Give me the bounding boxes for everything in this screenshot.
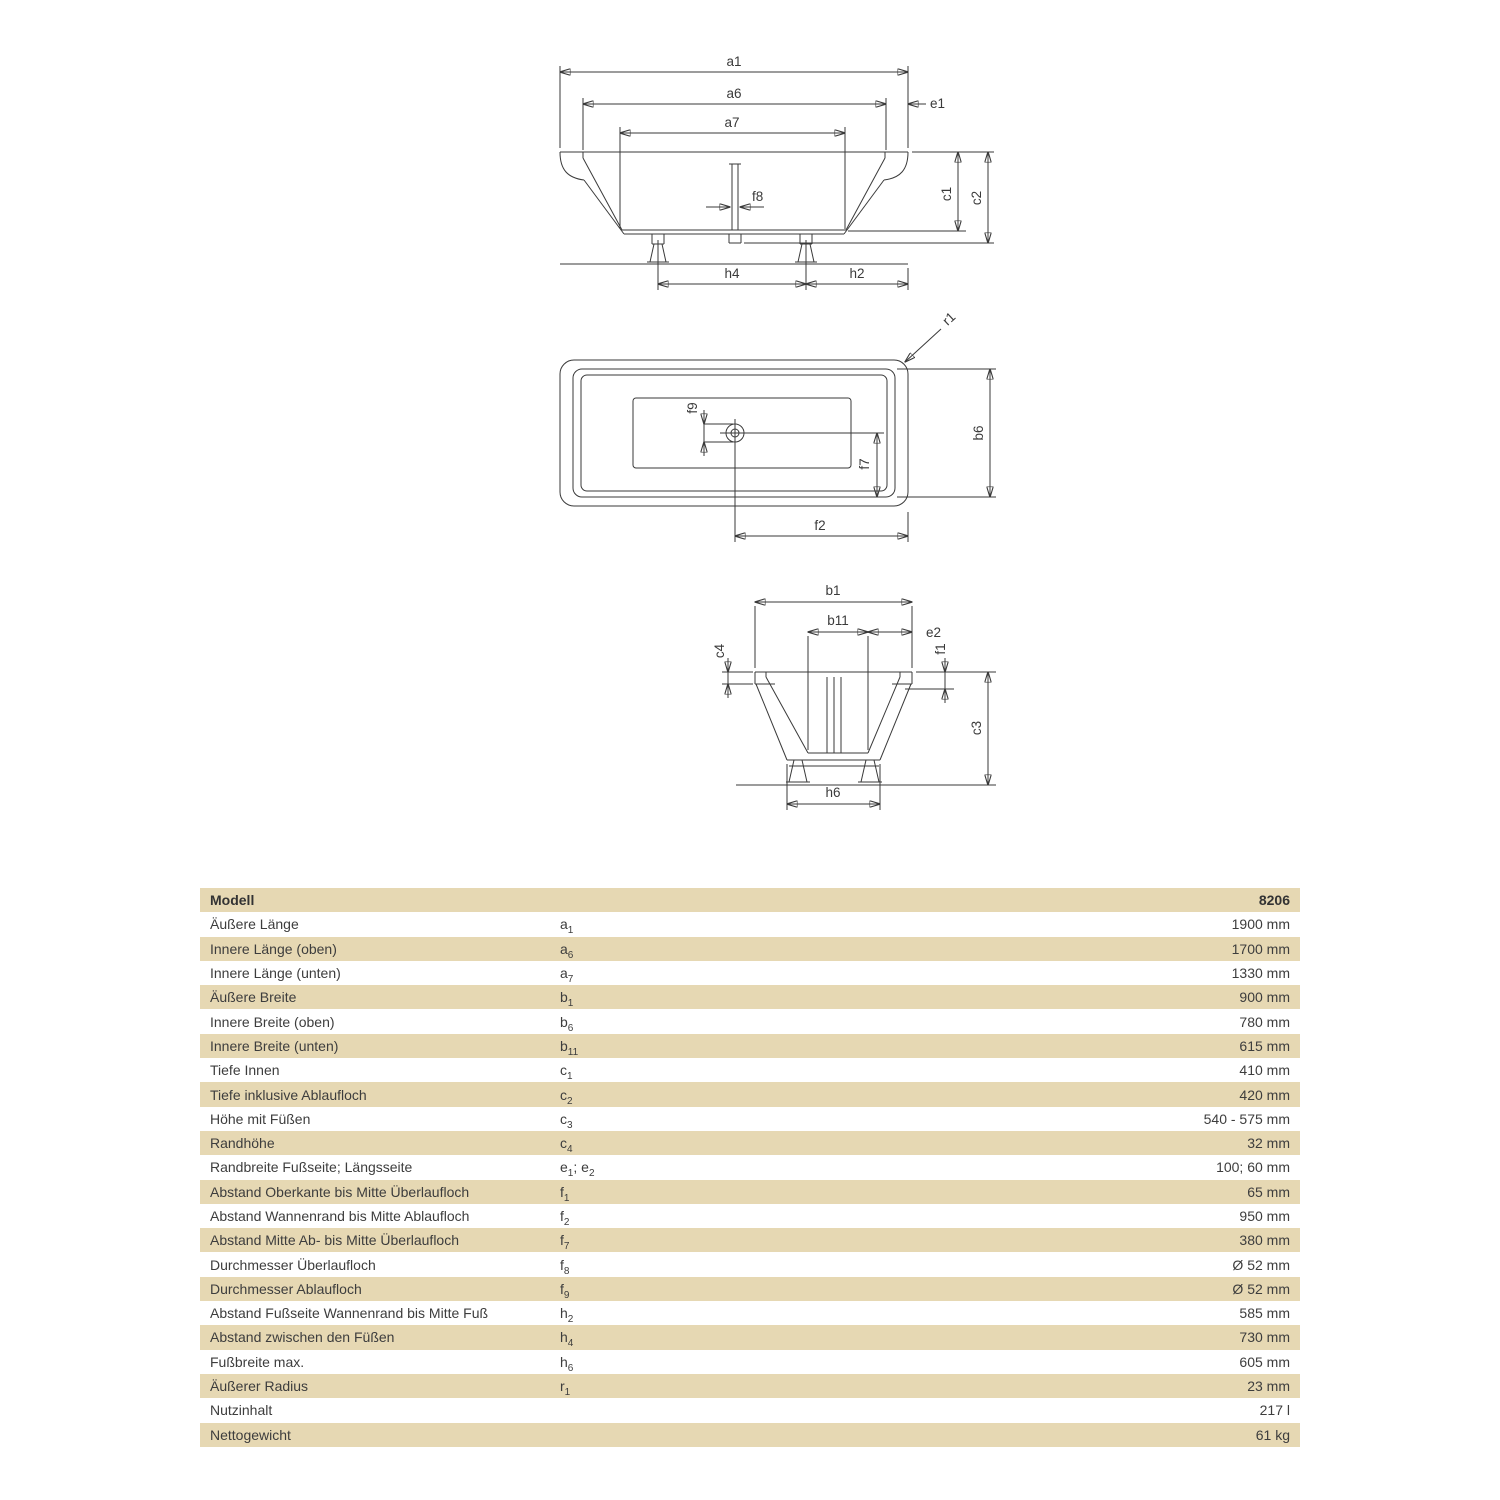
table-row — [200, 1107, 1300, 1131]
row-value: 217 l — [1259, 1402, 1290, 1419]
row-value: 780 mm — [1239, 1013, 1290, 1030]
dim-label-e2: e2 — [926, 625, 942, 640]
row-symbol: $a_7$ — [560, 965, 574, 985]
table-row — [200, 985, 1300, 1009]
row-symbol: $c_2$ — [560, 1086, 573, 1107]
table-row — [200, 961, 1300, 985]
dim-label-c4: c4 — [712, 643, 727, 659]
row-symbol: $h_2$ — [560, 1305, 574, 1325]
row-label: Randhöhe — [210, 1135, 275, 1152]
dim-label-a1: a1 — [726, 54, 742, 69]
row-value: 100; 60 mm — [1216, 1159, 1290, 1176]
table-row — [200, 1277, 1300, 1301]
row-value: 23 mm — [1247, 1378, 1290, 1395]
row-label: Tiefe Innen — [210, 1062, 280, 1079]
table-row — [200, 1228, 1300, 1252]
table-row — [200, 1034, 1300, 1058]
table-row — [200, 1423, 1300, 1447]
dim-label-c2: c2 — [969, 190, 984, 206]
row-symbol: $b_1$ — [560, 989, 574, 1010]
table-row — [200, 1204, 1300, 1228]
row-value: Ø 52 mm — [1232, 1280, 1290, 1297]
row-label: Innere Länge (unten) — [210, 965, 341, 982]
row-label: Durchmesser Ablaufloch — [210, 1280, 362, 1297]
dim-label-f7: f7 — [857, 458, 872, 470]
row-label: Höhe mit Füßen — [210, 1110, 311, 1127]
row-value: 1700 mm — [1231, 940, 1290, 957]
header-value: 8206 — [1258, 892, 1290, 909]
table-row — [200, 937, 1300, 961]
dim-label-h4: h4 — [724, 266, 740, 281]
row-label: Innere Länge (oben) — [210, 940, 337, 957]
row-label: Innere Breite (unten) — [210, 1037, 339, 1054]
row-label: Randbreite Fußseite; Längsseite — [210, 1159, 413, 1176]
row-value: 730 mm — [1239, 1329, 1290, 1346]
row-label: Abstand Wannenrand bis Mitte Ablaufloch — [210, 1208, 470, 1224]
table-row — [200, 1301, 1300, 1325]
row-label: Tiefe inklusive Ablaufloch — [210, 1086, 367, 1103]
row-label: Durchmesser Überlaufloch — [210, 1256, 376, 1273]
table-row — [200, 912, 1300, 936]
row-symbol: $a_6$ — [560, 940, 574, 961]
row-value: 950 mm — [1239, 1208, 1290, 1224]
table-row — [200, 1009, 1300, 1033]
row-symbol: $r_1$ — [560, 1378, 571, 1398]
row-label: Äußerer Radius — [210, 1378, 309, 1395]
row-symbol: $e_1$; $e_2$ — [560, 1159, 595, 1180]
dim-label-f1: f1 — [933, 643, 948, 655]
row-symbol: $h_6$ — [560, 1353, 574, 1374]
table-row — [200, 1131, 1300, 1155]
row-symbol: $h_4$ — [560, 1329, 574, 1350]
row-label: Abstand Fußseite Wannenrand bis Mitte Fuß — [210, 1305, 489, 1322]
row-symbol: $c_4$ — [560, 1135, 573, 1155]
spec-table — [200, 888, 1300, 1447]
table-row — [200, 1058, 1300, 1082]
table-row — [200, 1252, 1300, 1276]
dim-label-h6: h6 — [825, 785, 841, 800]
dim-label-b6: b6 — [971, 425, 986, 441]
row-label: Äußere Länge — [210, 916, 299, 933]
row-label: Fußbreite max. — [210, 1353, 305, 1370]
row-value: 900 mm — [1239, 989, 1290, 1006]
dim-label-c1: c1 — [939, 186, 954, 202]
row-value: 61 kg — [1255, 1426, 1290, 1443]
dim-label-a7: a7 — [724, 115, 740, 130]
row-label: Abstand zwischen den Füßen — [210, 1329, 395, 1346]
table-row — [200, 1180, 1300, 1204]
dim-label-c3: c3 — [969, 720, 984, 736]
row-value: 65 mm — [1247, 1183, 1290, 1200]
row-symbol: $c_1$ — [560, 1062, 573, 1083]
dim-label-h2: h2 — [849, 266, 865, 281]
top-view — [560, 309, 996, 542]
row-symbol: $a_1$ — [560, 916, 574, 937]
row-value: 585 mm — [1239, 1305, 1290, 1322]
dim-label-a6: a6 — [726, 86, 742, 101]
row-value: 615 mm — [1239, 1037, 1290, 1054]
row-label: Innere Breite (oben) — [210, 1013, 335, 1030]
dim-label-b1: b1 — [825, 583, 841, 598]
table-row — [200, 1325, 1300, 1349]
row-label: Nutzinhalt — [210, 1402, 273, 1419]
dim-label-f2: f2 — [814, 518, 826, 533]
row-label: Äußere Breite — [210, 989, 297, 1006]
end-view — [712, 583, 996, 810]
row-value: 420 mm — [1239, 1086, 1290, 1103]
row-symbol: $f_9$ — [560, 1280, 570, 1301]
dim-label-b11: b11 — [827, 613, 849, 628]
row-value: 1330 mm — [1231, 965, 1290, 982]
row-label: Nettogewicht — [210, 1426, 291, 1443]
dim-label-r1: r1 — [939, 309, 959, 329]
dim-label-f8: f8 — [752, 189, 764, 204]
row-value: 410 mm — [1239, 1062, 1290, 1079]
header-label: Modell — [210, 892, 255, 909]
row-value: 1900 mm — [1231, 916, 1290, 933]
row-value: Ø 52 mm — [1232, 1256, 1290, 1273]
row-symbol: $f_7$ — [560, 1232, 570, 1253]
row-symbol: $f_2$ — [560, 1208, 570, 1228]
table-header-row — [200, 888, 1300, 912]
row-value: 605 mm — [1239, 1353, 1290, 1370]
row-label: Abstand Oberkante bis Mitte Überlaufloch — [210, 1183, 470, 1200]
table-row — [200, 1155, 1300, 1179]
row-symbol: $f_1$ — [560, 1183, 570, 1204]
row-symbol: $b_6$ — [560, 1013, 574, 1034]
dim-label-e1: e1 — [930, 96, 946, 111]
table-row — [200, 1082, 1300, 1106]
table-row — [200, 1350, 1300, 1374]
dim-label-f9: f9 — [685, 402, 700, 414]
side-view — [560, 54, 994, 290]
row-value: 32 mm — [1247, 1135, 1290, 1152]
table-row — [200, 1374, 1300, 1398]
row-value: 540 - 575 mm — [1203, 1110, 1290, 1127]
row-symbol: $b_{11}$ — [560, 1037, 579, 1058]
row-symbol: $c_3$ — [560, 1110, 573, 1131]
row-label: Abstand Mitte Ab- bis Mitte Überlaufloch — [210, 1232, 460, 1249]
table-row — [200, 1398, 1300, 1422]
row-symbol: $f_8$ — [560, 1256, 570, 1277]
row-value: 380 mm — [1239, 1232, 1290, 1249]
